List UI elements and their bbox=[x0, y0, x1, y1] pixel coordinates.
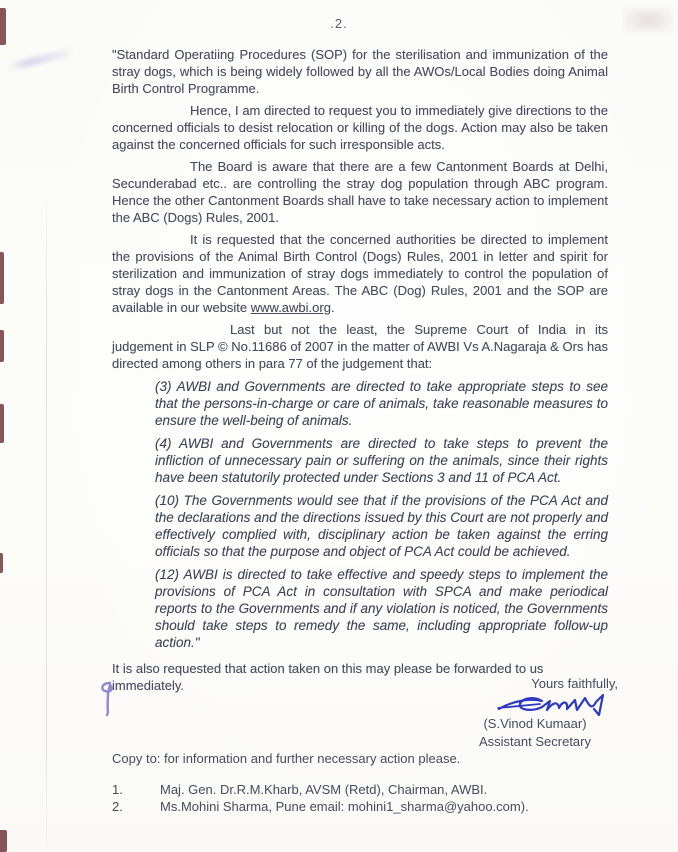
scan-edge-mark bbox=[0, 553, 3, 573]
judgement-quote-para-4: (4) AWBI and Governments are directed to take steps to prevent the infliction of unnecessary pain or suffering on the animals, since their rights have been statutorily protected under Sections 3 and 11 of PCA Act. bbox=[155, 436, 608, 485]
copy-item-text: Maj. Gen. Dr.R.M.Kharb, AVSM (Retd), Chairman, AWBI. bbox=[160, 781, 488, 797]
copy-to-item bbox=[112, 798, 612, 816]
scan-edge-mark bbox=[0, 830, 7, 852]
copy-to-heading: Copy to: for information and further necessary action please. bbox=[112, 751, 461, 766]
signatory-name: (S.Vinod Kumaar) bbox=[483, 716, 587, 731]
judgement-quote-para-3: (3) AWBI and Governments are directed to take appropriate steps to see that the persons-in-charge or care of animals, take reasonable measures to ensure the well-being of animals. bbox=[155, 379, 608, 428]
judgement-quote-para-10: (10) The Governments would see that if the provisions of the PCA Act and the declarations and the directions issued by this Court are not properly and effectively complied with, disciplinary action be taken against the erring officials so that the purpose and object of PCA Act could be achieved. bbox=[155, 493, 608, 559]
scan-crease bbox=[46, 195, 47, 852]
judgement-quote-para-12: (12) AWBI is directed to take effective and speedy steps to implement the provisions of PCA Act in consultation with SPCA and make periodical reports to the Governments and if any violation is noticed, the Governments should take steps to remedy the same, including appropriate follow-up action." bbox=[155, 567, 608, 650]
copy-item-text: Ms.Mohini Sharma, Pune email: mohini1_sharma@yahoo.com). bbox=[160, 799, 529, 814]
signature-scrawl-icon bbox=[496, 691, 620, 719]
signatory-title: Assistant Secretary bbox=[479, 734, 591, 749]
paragraph-text: . bbox=[330, 300, 335, 315]
pen-mark bbox=[98, 680, 120, 723]
body-paragraph: Hence, I am directed to request you to immediately give directions to the concerned officials to desist relocation or killing of the dogs. Action may also be taken against the concerned officials for such irresponsible acts. bbox=[112, 103, 608, 152]
scan-edge-mark bbox=[0, 404, 4, 443]
scan-edge-mark bbox=[0, 330, 4, 362]
signature-block bbox=[444, 676, 626, 750]
body-paragraph: "Standard Operatiing Procedures (SOP) for the sterilisation and immunization of the stray dogs, which is being widely followed by all the AWOs/Local Bodies doing Animal Birth Control Programme. bbox=[112, 47, 608, 96]
paragraph-text: It is requested that the concerned authorities be directed to implement the provisions of the Animal Birth Control (Dogs) Rules, 2001 in letter and spirit for sterilization and immunization of stray dogs immediately to control the population of stray dogs in the Cantonment Areas. The ABC (Dog) Rules, 2001 and the SOP are available in our website bbox=[112, 232, 608, 315]
copy-to-section bbox=[112, 750, 612, 816]
body-paragraph: Last but not the least, the Supreme Court of India in its judgement in SLP © No.11686 of 2007 in the matter of AWBI Vs A.Nagaraja & Ors has directed among others in para 77 of the judgement that: bbox=[112, 322, 608, 371]
scan-edge-mark bbox=[0, 252, 4, 304]
scan-streak bbox=[6, 48, 72, 72]
closing-request-line: It is also requested that action taken on this may please be forwarded to us immediately. bbox=[112, 661, 544, 693]
body-paragraph: The Board is aware that there are a few Cantonment Boards at Delhi, Secunderabad etc.. are controlling the stray dog population through ABC program. Hence the other Cantonment Boards shall have to take necessary action to implement the ABC (Dogs) Rules, 2001. bbox=[112, 159, 608, 225]
page-number: .2. bbox=[330, 16, 348, 31]
copy-to-item bbox=[112, 781, 612, 799]
body-paragraph bbox=[112, 231, 608, 316]
copy-item-number: 1. bbox=[112, 781, 123, 797]
awbi-website-link[interactable]: www.awbi.org bbox=[250, 300, 331, 315]
copy-item-number: 2. bbox=[112, 799, 123, 814]
letter-body bbox=[112, 46, 608, 699]
salutation: Yours faithfully, bbox=[531, 676, 618, 691]
